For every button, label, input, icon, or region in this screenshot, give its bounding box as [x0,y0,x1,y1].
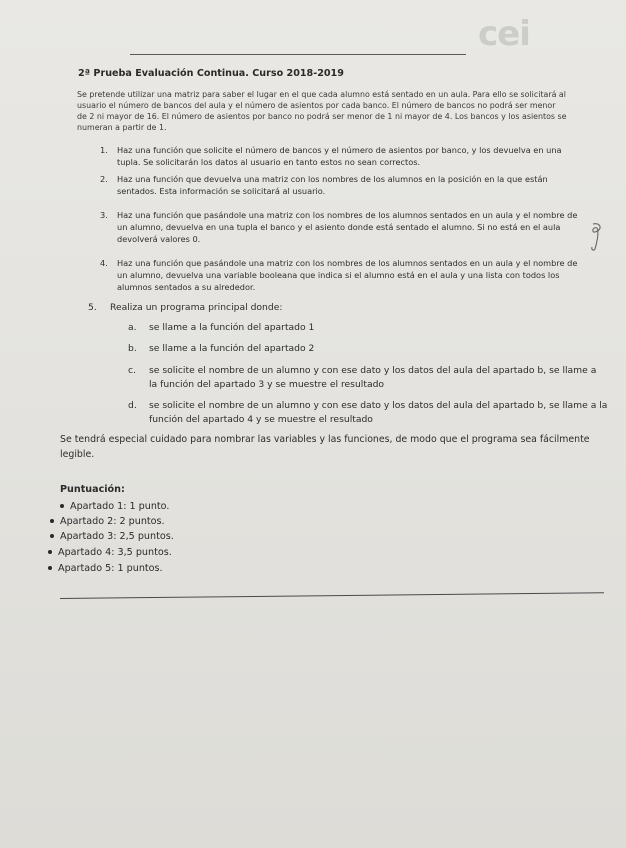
bullet-icon [48,550,52,554]
score-item-3 [50,531,174,542]
score-item-2 [50,516,165,527]
bullet-icon [50,519,54,523]
subitem-letter: c. [128,365,136,376]
score-item-4 [48,547,172,558]
subitem-b [128,342,598,356]
score-item-1 [60,501,169,512]
question-number: 4. [100,258,108,268]
question-number: 2. [100,174,108,184]
subitem-letter: d. [128,400,137,411]
question-text: Haz una función que pasándole una matriz con los nombres de los alumnos sentados en un aula y el nombre de un alumno, devuelva una variable booleana que indica si el alumno está en el aula y una lista con todos los alumnos sentados a su alrededor. [117,258,578,292]
question-item-1 [100,144,570,168]
question-number: 1. [100,145,108,155]
subitem-text: se solicite el nombre de un alumno y con ese dato y los datos del aula del apartado b, se llame a la función del apartado 3 y se muestre el resultado [149,365,597,390]
question-number: 5. [88,302,97,313]
bullet-icon [60,504,64,508]
question-text: Haz una función que devuelva una matriz con los nombres de los alumnos en la posición en la que están sentados. Esta información se solicitará al usuario. [117,174,548,196]
subitem-a [128,321,598,335]
question-text: Haz una función que solicite el número de bancos y el número de asientos por banco, y los devuelva en una tupla. Se solicitarán los datos al usuario en tanto estos no sean correctos. [117,145,562,167]
institution-logo: cei [478,14,530,54]
question-number: 3. [100,210,108,220]
legibility-note: Se tendrá especial cuidado para nombrar las variables y las funciones, de modo que el programa sea fácilmente legible. [60,434,590,460]
exam-title: 2ª Prueba Evaluación Continua. Curso 2018-2019 [78,68,344,79]
footer-rule [60,592,604,599]
score-text: Apartado 5: 1 puntos. [58,563,163,574]
subitem-c [128,364,606,392]
score-text: Apartado 2: 2 puntos. [60,516,165,527]
question-item-4 [100,257,578,293]
question-text: Haz una función que pasándole una matriz con los nombres de los alumnos sentados en un aula y el nombre de un alumno, devuelva en una tupla el banco y el asiento donde está sentado el alumno. Si no está en el aula devolverá valores 0. [117,210,578,244]
subitem-letter: b. [128,343,137,354]
question-text: Realiza un programa principal donde: [110,302,283,313]
header-rule [130,54,466,55]
subitem-text: se llame a la función del apartado 1 [149,322,315,333]
intro-paragraph: Se pretende utilizar una matriz para saber el lugar en el que cada alumno está sentado en un aula. Para ello se solicitará al usuario el número de bancos del aula y el número de asientos por cada banco. El número de bancos no podrá ser menor de 2 ni mayor de 16. El número de asientos por banco no podrá ser menor de 1 ni mayor de 4. Los bancos y los asientos se numeran a partir de 1. [77,90,567,132]
score-item-5 [48,563,163,574]
subitem-text: se llame a la función del apartado 2 [149,343,315,354]
question-item-2 [100,173,570,197]
subitem-text: se solicite el nombre de un alumno y con ese dato y los datos del aula del apartado b, se llame a la función del apartado 4 y se muestre el resultado [149,400,608,425]
subitem-letter: a. [128,322,137,333]
scoring-heading: Puntuación: [60,484,125,495]
score-text: Apartado 1: 1 punto. [70,501,170,512]
score-text: Apartado 3: 2,5 puntos. [60,531,174,542]
handwritten-mark-icon [587,222,607,252]
question-item-5 [88,302,568,314]
bullet-icon [50,534,54,538]
bullet-icon [48,566,52,570]
subitem-d [128,399,612,427]
score-text: Apartado 4: 3,5 puntos. [58,547,172,558]
question-item-3 [100,209,580,245]
